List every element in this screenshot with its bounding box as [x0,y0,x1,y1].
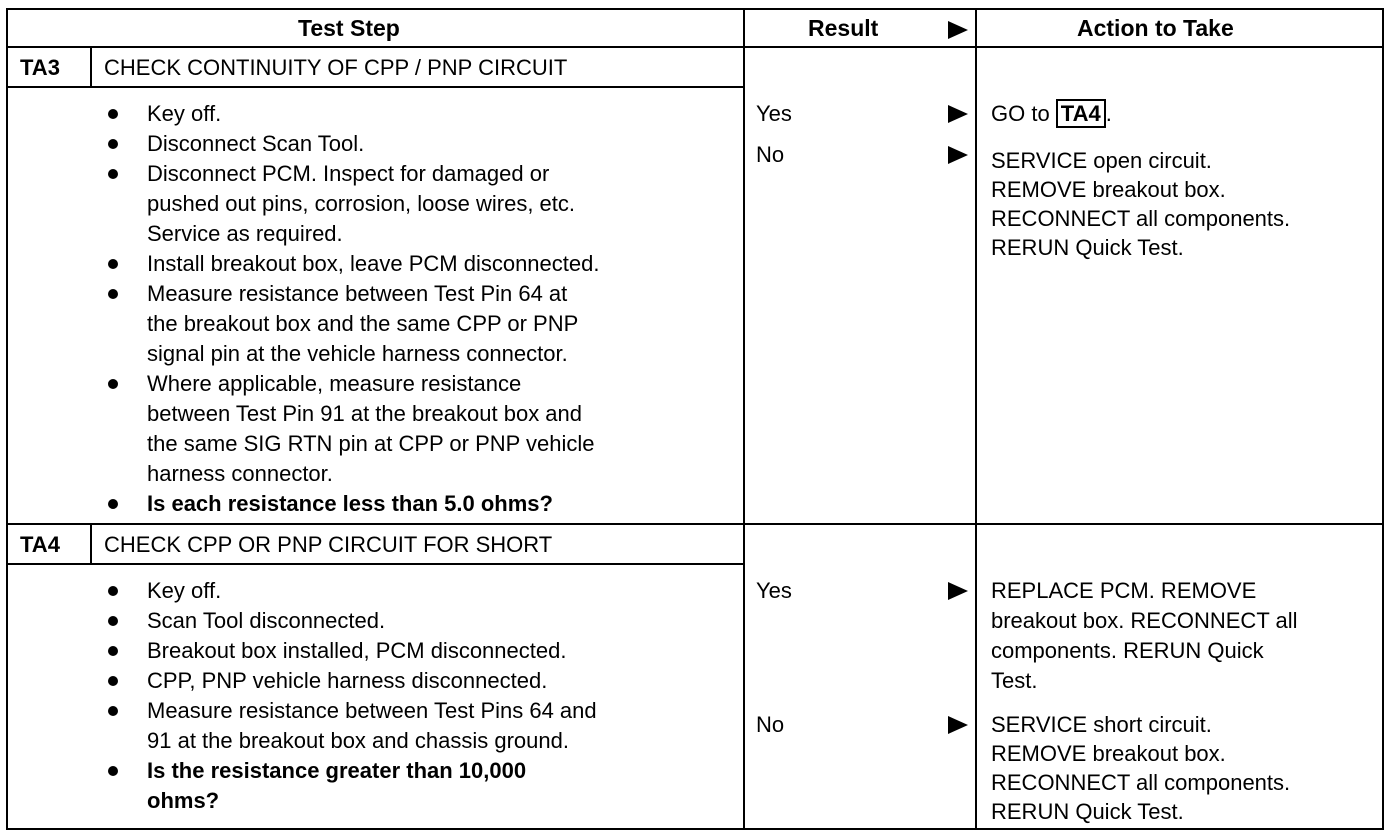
list-item: Disconnect Scan Tool. [147,131,365,156]
bullet-icon [108,586,118,596]
list-item: Where applicable, measure resistance [147,371,522,396]
result-yes: Yes [756,101,792,126]
table-left-border [6,8,8,830]
action-line: Test. [991,668,1038,693]
arrow-icon [948,582,968,600]
action-line: REMOVE breakout box. [991,177,1226,202]
arrow-icon [948,105,968,123]
arrow-icon [948,716,968,734]
action-prefix: GO to [991,101,1056,126]
list-item: Disconnect PCM. Inspect for damaged or [147,161,550,186]
action-line: SERVICE open circuit. [991,148,1212,173]
bullet-icon [108,646,118,656]
action-line: REMOVE breakout box. [991,741,1226,766]
action-line: SERVICE short circuit. [991,712,1212,737]
ta4-id-divider [90,523,92,565]
action-suffix: . [1105,101,1112,126]
action-line: components. RERUN Quick [991,638,1264,663]
list-item: Scan Tool disconnected. [147,608,386,633]
list-item: CPP, PNP vehicle harness disconnected. [147,668,548,693]
list-item: Breakout box installed, PCM disconnected. [147,638,567,663]
diagnostic-table [6,8,1384,830]
list-item: Install breakout box, leave PCM disconnected. [147,251,600,276]
arrow-icon [948,146,968,164]
question-text: ohms? [147,788,220,813]
header-bottom-border [6,46,1384,48]
action-goto-ta4 [991,99,1112,129]
bullet-icon [108,499,118,509]
ta4-title-underline [6,563,743,565]
bullet-icon [108,616,118,626]
step-divider [6,523,1384,525]
action-line: REPLACE PCM. REMOVE [991,578,1257,603]
header-result: Result [808,15,879,41]
action-line: RERUN Quick Test. [991,235,1184,260]
list-item: between Test Pin 91 at the breakout box and [147,401,583,426]
table-top-border [6,8,1384,10]
list-item: Key off. [147,101,222,126]
list-item: harness connector. [147,461,333,486]
step-title-ta4: CHECK CPP OR PNP CIRCUIT FOR SHORT [104,532,553,557]
list-item: Key off. [147,578,222,603]
result-yes: Yes [756,578,792,603]
question-text: Is each resistance less than 5.0 ohms? [147,491,553,516]
result-column-border [743,8,745,830]
result-no: No [756,712,785,737]
bullet-icon [108,379,118,389]
header-action: Action to Take [1077,15,1234,41]
list-item: pushed out pins, corrosion, loose wires, etc. [147,191,576,216]
action-line: RECONNECT all components. [991,770,1291,795]
header-test-step: Test Step [298,15,400,41]
step-title-ta3: CHECK CONTINUITY OF CPP / PNP CIRCUIT [104,55,568,80]
step-id-ta3: TA3 [20,55,60,80]
action-line: RECONNECT all components. [991,206,1291,231]
header-arrow-icon [948,21,968,39]
bullet-icon [108,289,118,299]
step-id-ta4: TA4 [20,532,60,557]
bullet-icon [108,766,118,776]
list-item: the same SIG RTN pin at CPP or PNP vehicle [147,431,595,456]
ta3-title-underline [6,86,743,88]
list-item: Measure resistance between Test Pins 64 and [147,698,597,723]
bullet-icon [108,169,118,179]
question-text: Is the resistance greater than 10,000 [147,758,527,783]
bullet-icon [108,706,118,716]
list-item: Measure resistance between Test Pin 64 at [147,281,568,306]
table-right-border [1382,8,1384,830]
list-item: signal pin at the vehicle harness connector. [147,341,568,366]
bullet-icon [108,259,118,269]
bullet-icon [108,676,118,686]
result-no: No [756,142,785,167]
bullet-icon [108,139,118,149]
action-line: RERUN Quick Test. [991,799,1184,824]
step-reference-ta4[interactable]: TA4 [1056,99,1106,128]
table-bottom-border [6,828,1384,830]
action-line: breakout box. RECONNECT all [991,608,1298,633]
list-item: 91 at the breakout box and chassis ground. [147,728,569,753]
list-item: the breakout box and the same CPP or PNP [147,311,579,336]
action-column-border [975,8,977,830]
bullet-icon [108,109,118,119]
list-item: Service as required. [147,221,343,246]
ta3-id-divider [90,46,92,88]
